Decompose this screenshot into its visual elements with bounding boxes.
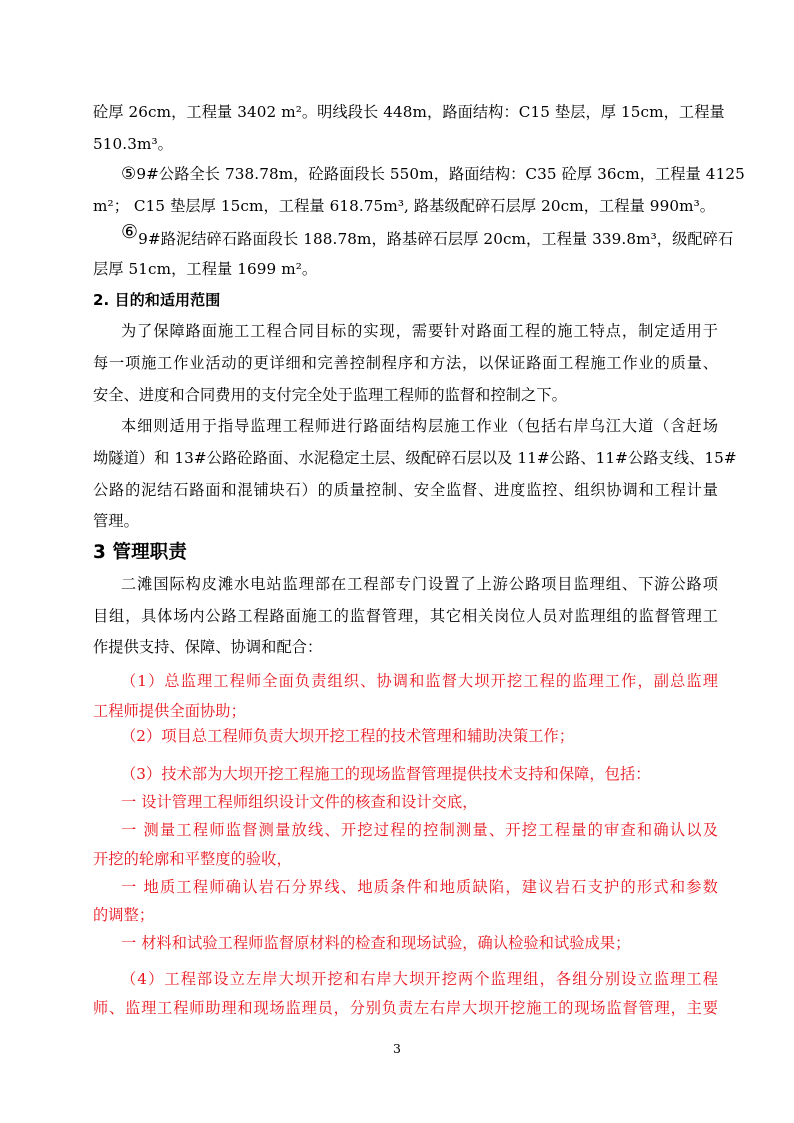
list-item-6 — [121, 221, 734, 250]
duty-item-3: （3）技术部为大坝开挖工程施工的现场监督管理提供技术支持和保障，包括： — [121, 765, 651, 783]
list-item-5 — [121, 163, 745, 185]
paragraph-line: 作提供支持、保障、协调和配合： — [93, 638, 323, 656]
duty-subitem-survey-cont: 开挖的轮廓和平整度的验收， — [93, 850, 292, 868]
duty-item-4: （4）工程部设立左岸大坝开挖和右岸大坝开挖两个监理组，各组分别设立监理工程 — [121, 970, 718, 988]
duty-item-2: （2）项目总工程师负责大坝开挖工程的技术管理和辅助决策工作； — [121, 727, 575, 745]
duty-subitem-geology-cont: 的调整； — [93, 906, 155, 924]
paragraph-line: 每一项施工作业活动的更详细和完善控制程序和方法，以保证路面工程施工作业的质量、 — [93, 354, 718, 372]
paragraph-line: 目组，具体场内公路工程路面施工的监督管理，其它相关岗位人员对监理组的监督管理工 — [93, 607, 718, 625]
page-number: 3 — [393, 1041, 401, 1056]
paragraph-line: 本细则适用于指导监理工程师进行路面结构层施工作业（包括右岸乌江大道（含赶场 — [121, 417, 718, 435]
duty-subitem-materials: 一 材料和试验工程师监督原材料的检查和现场试验，确认检验和试验成果； — [121, 934, 631, 952]
paragraph-line: 为了保障路面施工工程合同目标的实现，需要针对路面工程的施工特点，制定适用于 — [121, 322, 718, 340]
paragraph-line: 二滩国际构皮滩水电站监理部在工程部专门设置了上游公路项目监理组、下游公路项 — [121, 575, 718, 593]
paragraph-line: 坳隧道）和 13#公路砼路面、水泥稳定土层、级配碎石层以及 11#公路、11#公路支线、15# — [93, 449, 737, 467]
paragraph-line: 510.3m³。 — [93, 135, 173, 153]
paragraph-line: 砼厚 26cm，工程量 3402 m²。明线段长 448m，路面结构：C15 垫层，厚 15cm，工程量 — [93, 103, 725, 121]
paragraph-line: 安全、进度和合同费用的支付完全处于监理工程师的监督和控制之下。 — [93, 386, 567, 404]
paragraph-line: 公路的泥结石路面和混铺块石）的质量控制、安全监督、进度监控、组织协调和工程计量 — [93, 481, 718, 499]
duty-item-4-cont: 师、监理工程师助理和现场监理员，分别负责左右岸大坝开挖施工的现场监督管理，主要 — [93, 999, 718, 1017]
duty-subitem-design: 一 设计管理工程师组织设计文件的核查和设计交底， — [121, 793, 478, 811]
duty-subitem-survey: 一 测量工程师监督测量放线、开挖过程的控制测量、开挖工程量的审查和确认以及 — [121, 821, 718, 839]
paragraph-text: 9#公路全长 738.78m，砼路面段长 550m，路面结构：C35 砼厚 36cm，工程量 4125 — [136, 165, 745, 183]
paragraph-line: m²； C15 垫层厚 15cm，工程量 618.75m³, 路基级配碎石层厚 20cm，工程量 990m³。 — [93, 197, 716, 215]
paragraph-line: 层厚 51cm，工程量 1699 m²。 — [93, 260, 318, 278]
paragraph-line: 管理。 — [93, 512, 139, 530]
circled-five-marker: ⑤ — [121, 164, 137, 184]
paragraph-text: 9#路泥结碎石路面段长 188.78m，路基碎石层厚 20cm，工程量 339.8m³，级配碎石 — [138, 230, 734, 248]
section-2-heading: 2. 目的和适用范围 — [93, 291, 221, 309]
duty-item-1: （1）总监理工程师全面负责组织、协调和监督大坝开挖工程的监理工作，副总监理 — [121, 672, 718, 690]
duty-subitem-geology: 一 地质工程师确认岩石分界线、地质条件和地质缺陷，建议岩石支护的形式和参数 — [121, 878, 718, 896]
section-3-heading: 3 管理职责 — [93, 542, 187, 563]
circled-six-marker: ⑥ — [121, 221, 139, 243]
duty-item-1-cont: 工程师提供全面协助； — [93, 702, 246, 720]
